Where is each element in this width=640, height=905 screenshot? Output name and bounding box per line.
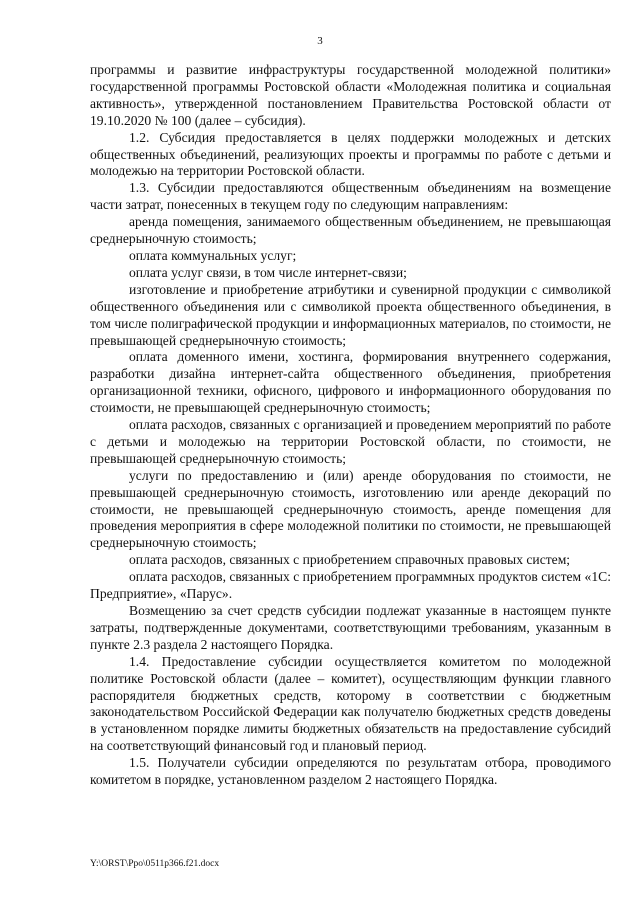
paragraph: услуги по предоставлению и (или) аренде оборудования по стоимости, не превышающей среднерыночную стоимость, изготовлению или аренде декораций по стоимости, не превышающей среднерыночную стоимость, аренде помещения для проведения мероприятия в сфере молодежной политики по стоимости, не превышающей среднерыночную стоимость; (90, 467, 611, 551)
paragraph: 1.2. Субсидия предоставляется в целях поддержки молодежных и детских общественных объединений, реализующих проекты и программы по работе с детьми и молодежью на территории Ростовской области. (90, 129, 611, 179)
paragraph: оплата доменного имени, хостинга, формирования внутреннего содержания, разработки дизайна интернет-сайта общественного объединения, приобретения организационной техники, офисного, цифрового и информационного оборудования по стоимости, не превышающей среднерыночную стоимость; (90, 349, 611, 416)
paragraph: 1.4. Предоставление субсидии осуществляется комитетом по молодежной политике Ростовской области (далее – комитет), осуществляющим функции главного распорядителя бюджетных средств, которому в соответствии с бюджетным законодательством Российской Федерации как получателю бюджетных средств доведены в установленном порядке лимиты бюджетных обязательств на предоставление субсидий на соответствующий финансовый год и плановый период. (90, 653, 611, 754)
paragraph: оплата расходов, связанных с организацией и проведением мероприятий по работе с детьми и молодежью на территории Ростовской области, по стоимости, не превышающей среднерыночную стоимость; (90, 417, 611, 466)
paragraph: аренда помещения, занимаемого общественным объединением, не превышающая среднерыночную стоимость; (90, 214, 611, 247)
file-path-footer: Y:\ORST\Ppo\0511p366.f21.docx (90, 859, 220, 869)
paragraph: оплата услуг связи, в том числе интернет-связи; (129, 264, 407, 280)
paragraph: программы и развитие инфраструктуры государственной молодежной политики» государственной программы Ростовской области «Молодежная политика и социальная активность», утвержденной постановлением Правительства Ростовской области от 19.10.2020 № 100 (далее – субсидия). (90, 62, 611, 128)
paragraph: 1.5. Получатели субсидии определяются по результатам отбора, проводимого комитетом в порядке, установленном разделом 2 настоящего Порядка. (90, 755, 611, 788)
document-body (90, 62, 611, 789)
paragraph: оплата коммунальных услуг; (129, 247, 297, 263)
paragraph: изготовление и приобретение атрибутики и сувенирной продукции с символикой общественного объединения или с символикой проекта общественного объединения, в том числе полиграфической продукции и информационных материалов, по стоимости, не превышающей среднерыночную стоимость; (90, 281, 611, 348)
page-number: 3 (317, 35, 323, 47)
paragraph: оплата расходов, связанных с приобретением программных продуктов систем «1С: Предприятие», «Парус». (90, 569, 611, 602)
paragraph: 1.3. Субсидии предоставляются общественным объединениям на возмещение части затрат, понесенных в текущем году по следующим направлениям: (90, 180, 611, 213)
paragraph: Возмещению за счет средств субсидии подлежат указанные в настоящем пункте затраты, подтвержденные документами, соответствующими требованиям, указанным в пункте 2.3 раздела 2 настоящего Порядка. (90, 603, 611, 652)
paragraph: оплата расходов, связанных с приобретением справочных правовых систем; (129, 552, 571, 568)
